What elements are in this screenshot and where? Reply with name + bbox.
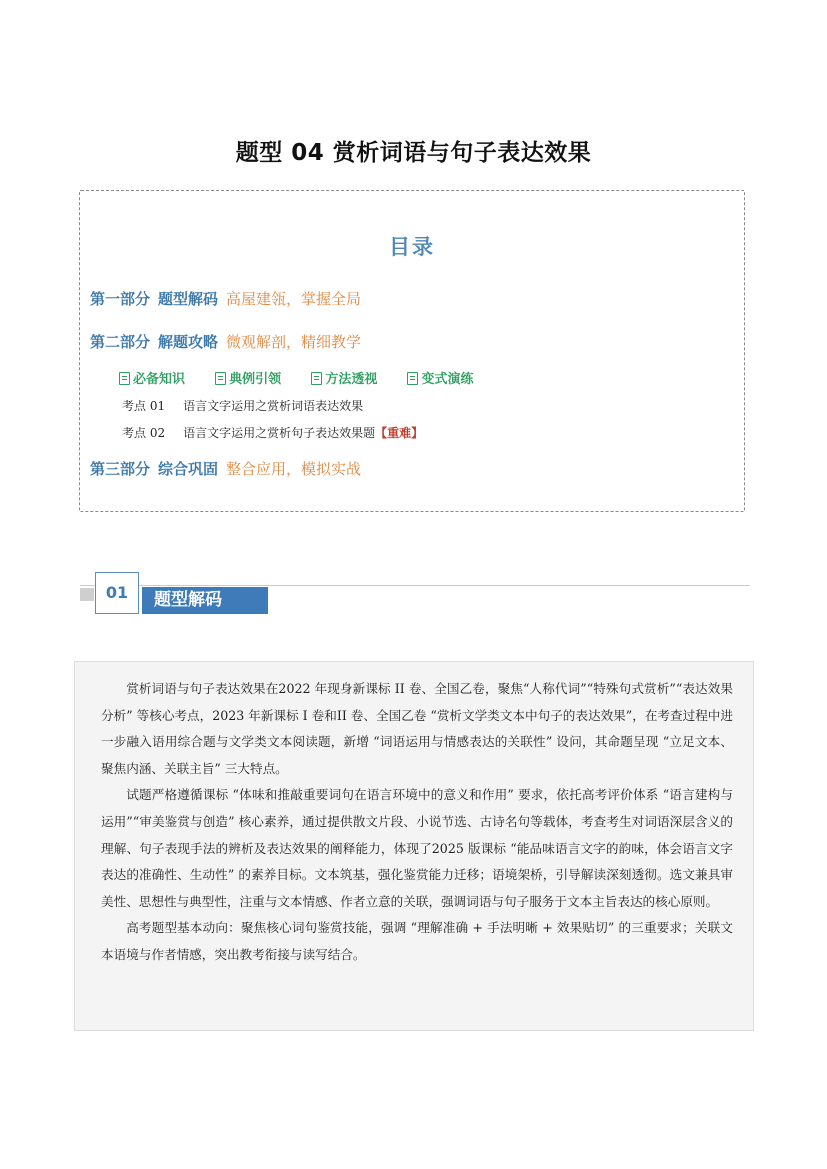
part-title: 解题攻略 [158,333,219,351]
toc-part-3[interactable] [90,458,361,479]
point-code: 考点 01 [122,399,166,413]
toc-point-1[interactable] [122,397,363,414]
section-number: 01 [95,572,139,614]
tab-knowledge[interactable]: 必备知识 [119,368,185,387]
difficulty-tag: 【重难】 [375,426,424,440]
tab-practice[interactable]: 变式演练 [407,368,473,387]
banner-accent [80,588,94,601]
tab-methods[interactable]: 方法透视 [311,368,377,387]
intro-paragraph: 高考题型基本动向：聚焦核心词句鉴赏技能，强调 “理解准确 + 手法明晰 + 效果贴切” 的三重要求；关联文本语境与作者情感，突出教考衔接与读写结合。 [101,920,733,962]
part-slogan: 高屋建瓴，掌握全局 [226,290,362,308]
section-banner [80,572,750,617]
toc-point-2[interactable] [122,424,423,441]
part-label: 第二部分 [90,333,151,351]
intro-paragraph: 试题严格遵循课标 “体味和推敲重要词句在语言环境中的意义和作用” 要求，依托高考评价体系 “语言建构与运用”“审美鉴赏与创造” 核心素养，通过提供散文片段、小说节选、古诗名句等载体，考查考生对词语深层含义的理解、句子表现手法的辨析及表达效果的阐释能力，体现了2025 版课标 “能品味语言文字的韵味，体会语言文字表达的准确性、生动性” 的素养目标。文本筑基，强化鉴赏能力迁移；语境架桥，引导解读深刻透彻。选文兼具审美性、思想性与典型性，注重与文本情感、作者立意的关联，强调词语与句子服务于文本主旨表达的核心原则。 [101,787,733,909]
page-title: 题型 04 赏析词语与句子表达效果 [235,140,592,166]
document-edit-icon [311,372,322,385]
section-label: 题型解码 [142,587,268,614]
document-edit-icon [215,372,226,385]
part-label: 第一部分 [90,290,151,308]
part-label: 第三部分 [90,460,151,478]
toc-part-2[interactable] [90,331,361,352]
intro-box [74,661,754,1031]
tab-examples[interactable]: 典例引领 [215,368,281,387]
part-title: 综合巩固 [158,460,219,478]
toc-heading: 目录 [389,235,435,259]
point-code: 考点 02 [122,426,166,440]
toc-tabs [119,368,499,387]
table-of-contents [79,190,745,512]
toc-part-1[interactable] [90,288,361,309]
part-slogan: 整合应用，模拟实战 [226,460,362,478]
document-edit-icon [119,372,130,385]
part-title: 题型解码 [158,290,219,308]
point-title: 语言文字运用之赏析词语表达效果 [183,399,364,413]
document-edit-icon [407,372,418,385]
part-slogan: 微观解剖，精细教学 [226,333,362,351]
point-title: 语言文字运用之赏析句子表达效果题 [183,426,376,440]
intro-paragraph: 赏析词语与句子表达效果在2022 年现身新课标 II 卷、全国乙卷，聚焦“人称代词”“特殊句式赏析”“表达效果分析” 等核心考点，2023 年新课标 I 卷和II 卷、全国乙卷 “赏析文学类文本中句子的表达效果”，在考查过程中进一步融入语用综合题与文学类文本阅读题，新增 “词语运用与情感表达的关联性” 设问，其命题呈现 “立足文本、聚焦内涵、关联主旨” 三大特点。 [101,681,733,776]
divider-line [80,585,750,586]
